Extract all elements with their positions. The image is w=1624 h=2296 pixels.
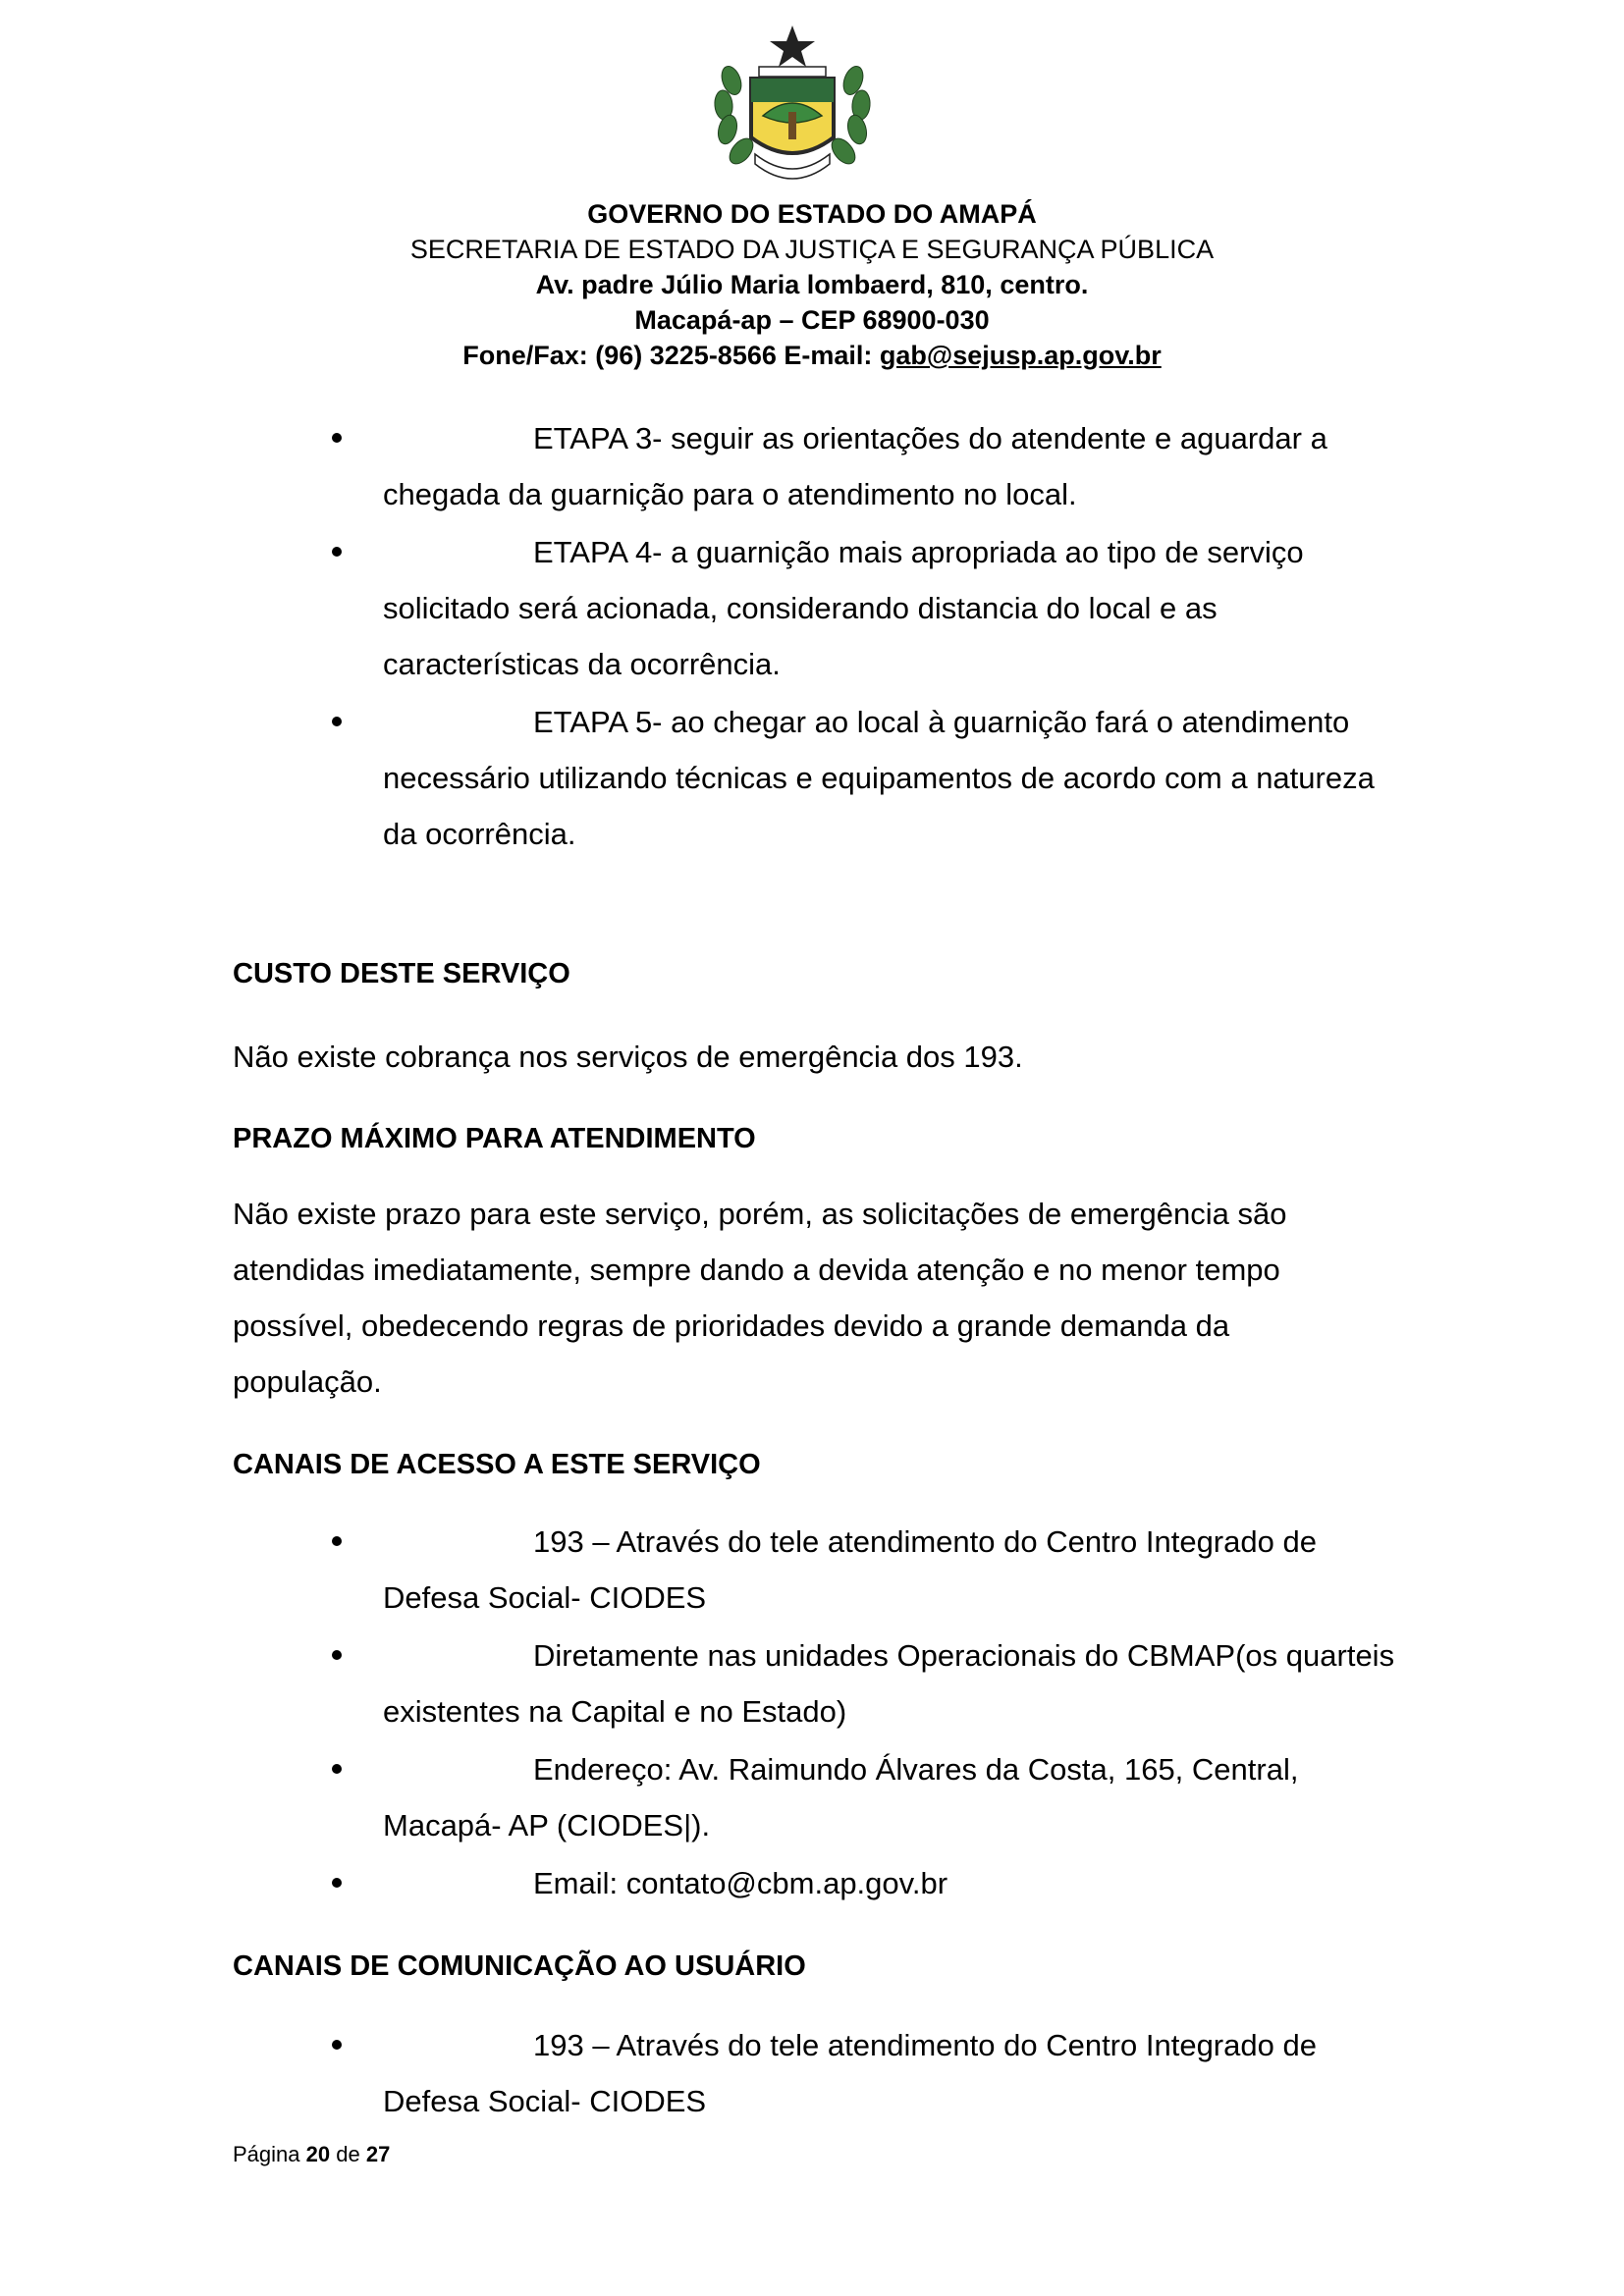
list-item-text: 193 – Através do tele atendimento do Centro Integrado de (533, 1524, 1317, 1559)
list-item (233, 1855, 1489, 1911)
paragraph-line: atendidas imediatamente, sempre dando a devida atenção e no menor tempo (233, 1253, 1280, 1287)
section-heading-canais-acesso: CANAIS DE ACESSO A ESTE SERVIÇO (233, 1449, 761, 1480)
bullet-icon (332, 1536, 342, 1546)
list-item-text: Macapá- AP (CIODES|). (383, 1808, 711, 1842)
bullet-icon (332, 1650, 342, 1660)
steps-list (233, 410, 1489, 864)
access-channels-list (233, 1514, 1489, 1913)
list-item-text: da ocorrência. (383, 817, 576, 851)
list-item-text: ETAPA 3- seguir as orientações do atendente e aguardar a (533, 421, 1327, 455)
list-item (233, 410, 1489, 522)
bullet-icon (332, 547, 342, 557)
page-number (233, 2140, 390, 2169)
section-heading-canais-comunicacao: CANAIS DE COMUNICAÇÃO AO USUÁRIO (233, 1950, 806, 1982)
bullet-icon (332, 433, 342, 443)
prazo-paragraph (233, 1186, 1499, 1410)
paragraph-line: Não existe prazo para este serviço, porém, as solicitações de emergência são (233, 1197, 1287, 1231)
page-total: 27 (365, 2142, 391, 2166)
section-heading-custo: CUSTO DESTE SERVIÇO (233, 958, 570, 989)
letterhead (0, 196, 1624, 373)
list-item-text: Defesa Social- CIODES (383, 2084, 707, 2118)
communication-channels-list (233, 2017, 1489, 2131)
list-item-text: 193 – Através do tele atendimento do Centro Integrado de (533, 2028, 1317, 2062)
list-item-text: Endereço: Av. Raimundo Álvares da Costa, 165, Central, (533, 1752, 1299, 1787)
page-label: Página (233, 2142, 300, 2166)
bullet-icon (332, 1764, 342, 1774)
secretariat-name: SECRETARIA DE ESTADO DA JUSTIÇA E SEGURANÇA PÚBLICA (409, 235, 1215, 264)
contact-line (0, 338, 1624, 373)
coat-of-arms-icon (694, 22, 891, 193)
list-item (233, 2017, 1489, 2129)
page-of: de (336, 2142, 360, 2166)
list-item (233, 1514, 1489, 1626)
bullet-icon (332, 717, 342, 726)
section-heading-prazo: PRAZO MÁXIMO PARA ATENDIMENTO (233, 1123, 756, 1154)
paragraph-line: população. (233, 1364, 382, 1399)
list-item (233, 1741, 1489, 1853)
list-item-text: solicitado será acionada, considerando distancia do local e as (383, 591, 1218, 625)
list-item (233, 1628, 1489, 1739)
list-item-text: ETAPA 5- ao chegar ao local à guarnição fará o atendimento (533, 705, 1350, 739)
list-item-text: Email: contato@cbm.ap.gov.br (533, 1866, 948, 1900)
paragraph-line: possível, obedecendo regras de prioridades devido a grande demanda da (233, 1308, 1230, 1343)
email-link[interactable]: gab@sejusp.ap.gov.br (879, 341, 1162, 370)
address-line: Av. padre Júlio Maria lombaerd, 810, centro. (535, 270, 1089, 299)
list-item (233, 524, 1489, 692)
government-name: GOVERNO DO ESTADO DO AMAPÁ (587, 199, 1037, 229)
list-item-text: ETAPA 4- a guarnição mais apropriada ao tipo de serviço (533, 535, 1304, 569)
list-item-text: Defesa Social- CIODES (383, 1580, 707, 1615)
list-item-text: Diretamente nas unidades Operacionais do CBMAP(os quarteis (533, 1638, 1395, 1673)
list-item-text: chegada da guarnição para o atendimento no local. (383, 477, 1077, 511)
list-item (233, 694, 1489, 862)
list-item-text: existentes na Capital e no Estado) (383, 1694, 847, 1729)
bullet-icon (332, 1878, 342, 1888)
bullet-icon (332, 2040, 342, 2050)
list-item-text: características da ocorrência. (383, 647, 781, 681)
custo-text: Não existe cobrança nos serviços de emergência dos 193. (233, 1040, 1023, 1074)
page-current: 20 (305, 2142, 331, 2166)
phone-text: Fone/Fax: (96) 3225-8566 E-mail: (462, 341, 880, 370)
city-cep-line: Macapá-ap – CEP 68900-030 (634, 305, 990, 335)
list-item-text: necessário utilizando técnicas e equipamentos de acordo com a natureza (383, 761, 1375, 795)
